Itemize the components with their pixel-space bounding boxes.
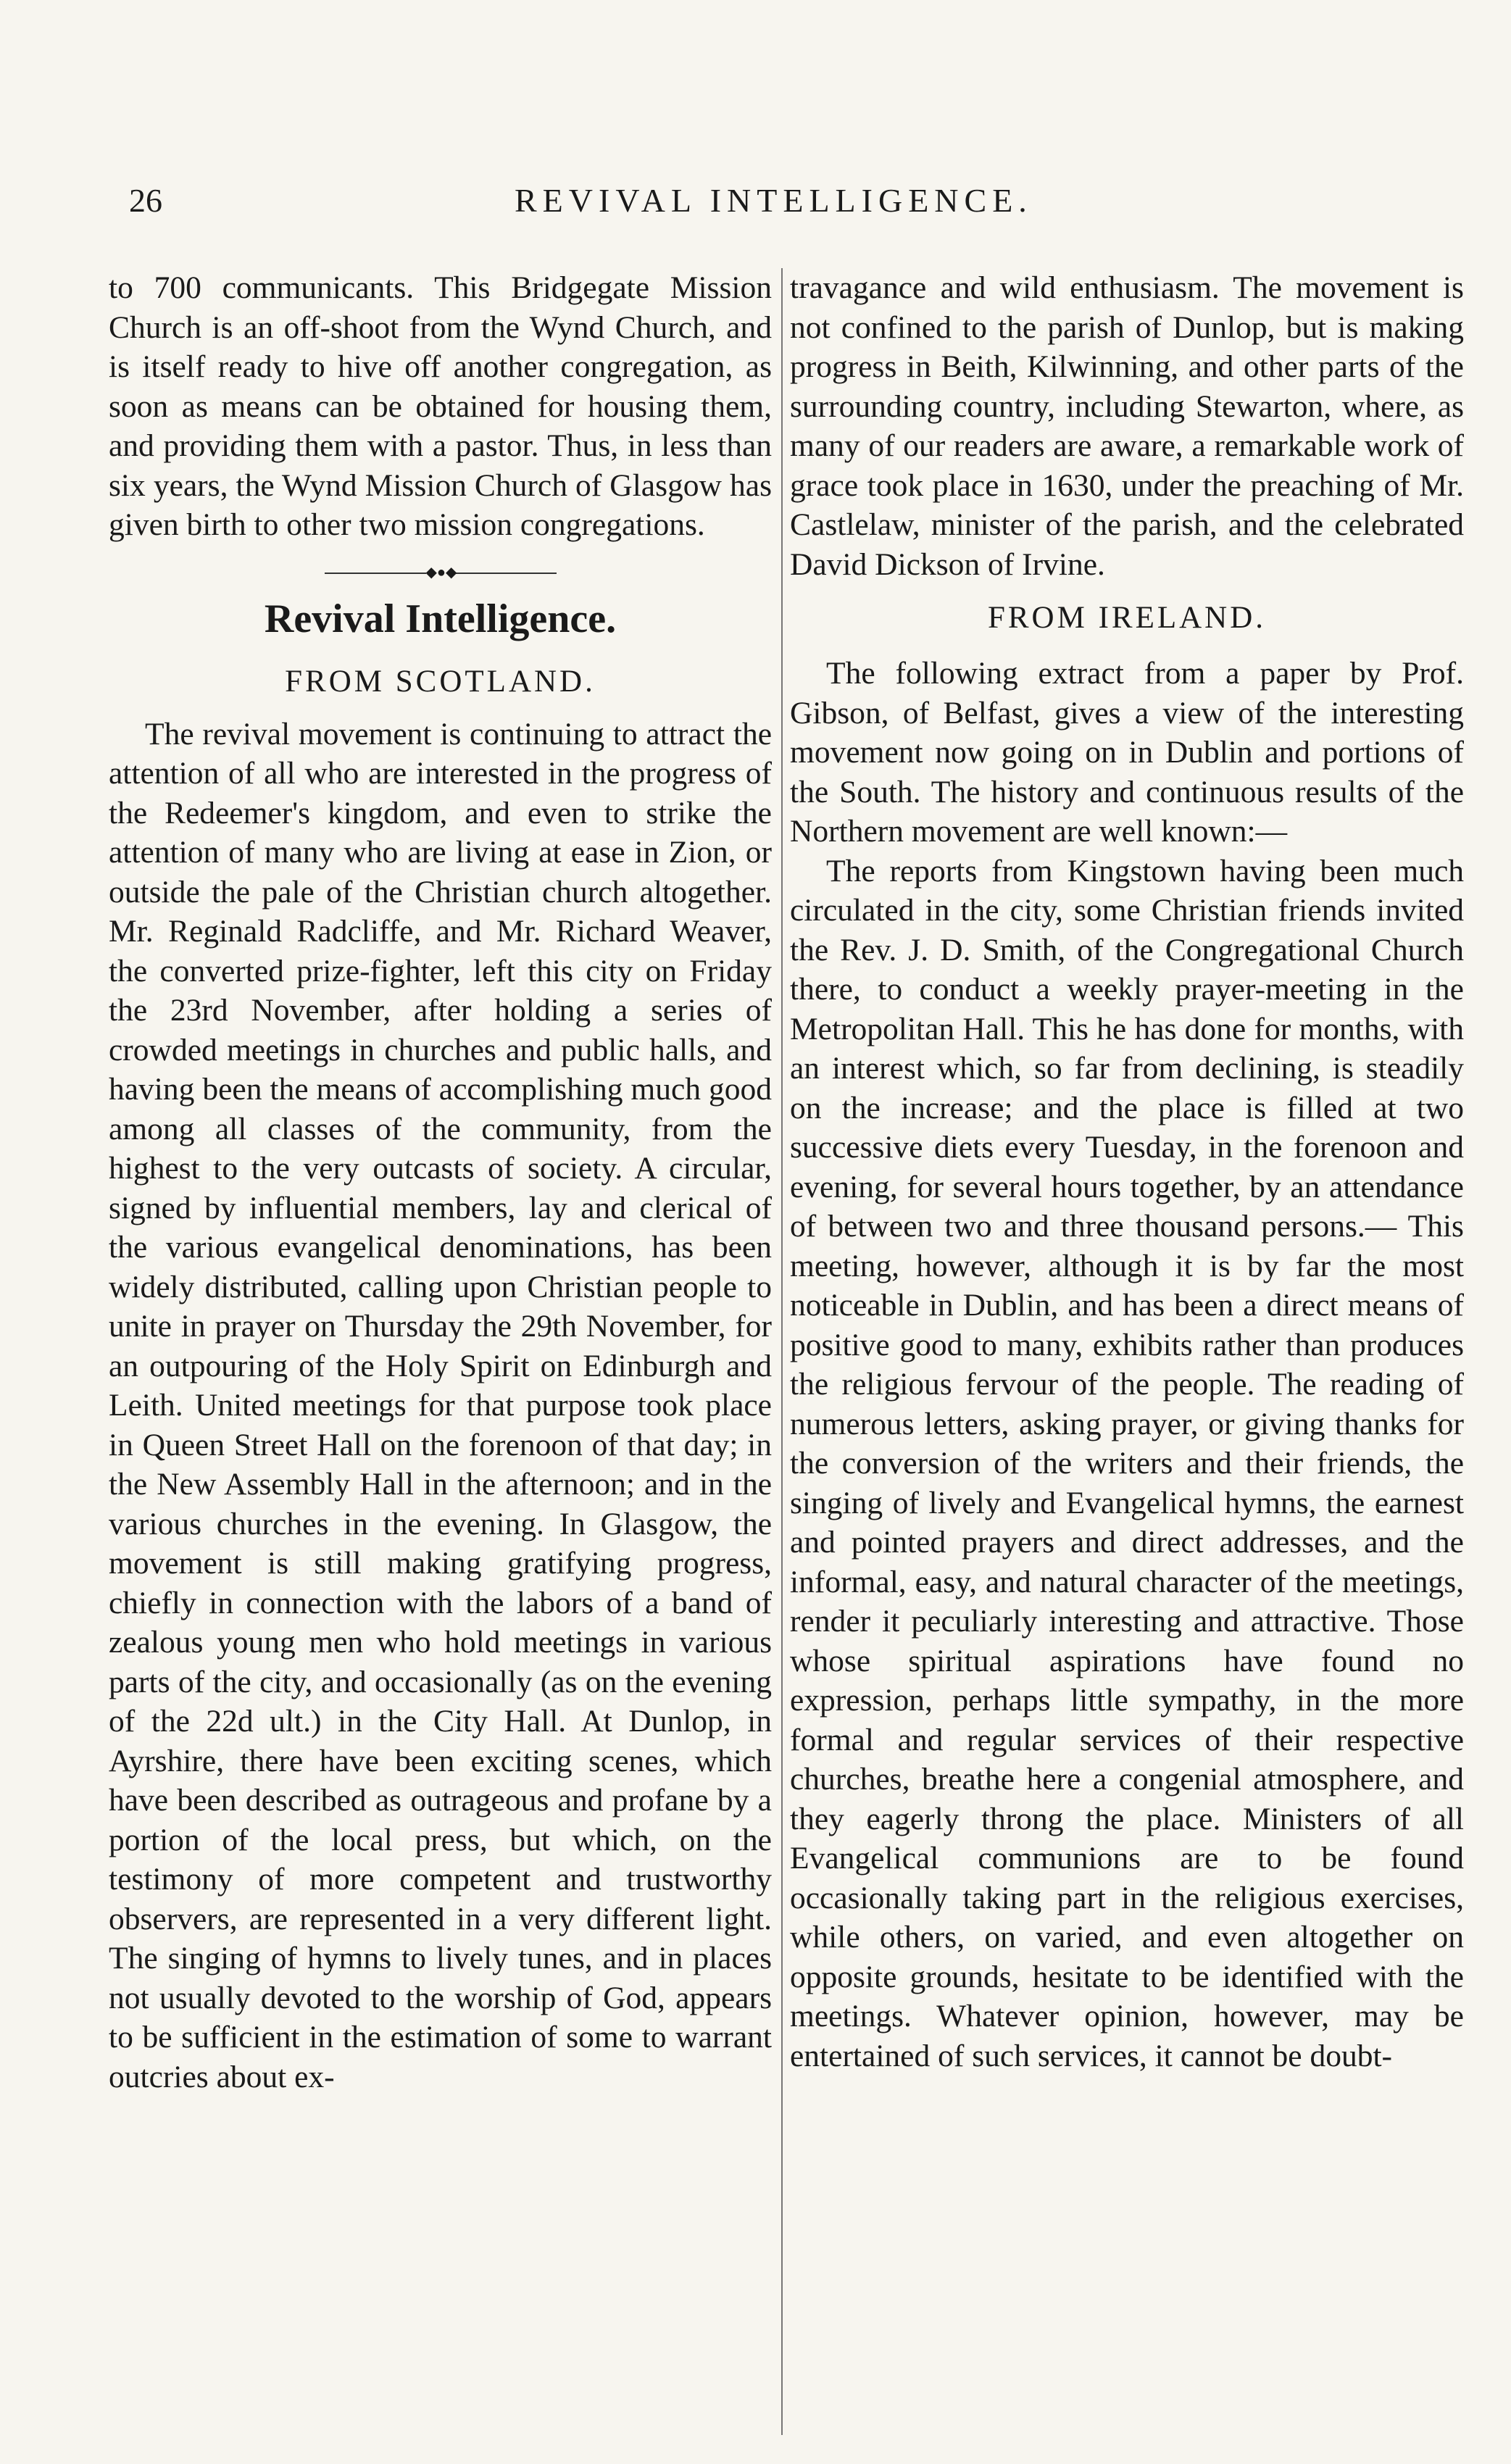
column-rule <box>781 268 783 2435</box>
page-number: 26 <box>129 182 162 219</box>
continuation-paragraph: travagance and wild enthusiasm. The movement is not confined to the parish of Dunlop, but is making progress in Beith, Kilwinning, and other parts of the surrounding country, including Stewarton, where, as many of our readers are aware, a remarkable work of grace took place in 1630, under the preaching of Mr. Castlelaw, minister of the parish, and the celebrated David Dickson of Irvine. <box>790 270 1464 582</box>
ireland-paragraph-2: The reports from Kingstown having been much circulated in the city, some Christian friends invited the Rev. J. D. Smith, of the Congregational Church there, to conduct a weekly prayer-meeting in the Metropolitan Hall. This he has done for months, with an interest which, so far from declining, is steadily on the increase; and the place is filled at two successive diets every Tuesday, in the forenoon and evening, for several hours together, by an attendance of between two and three thousand persons.— This meeting, however, although it is by far the most noticeable in Dublin, and has been a direct means of positive good to many, exhibits rather than produces the religious fervour of the people. The reading of numerous letters, asking prayer, or giving thanks for the conversion of the writers and their friends, the singing of lively and Evangelical hymns, the earnest and pointed prayers and direct addresses, and the informal, easy, and natural character of the meetings, render it peculiarly interesting and attractive. Those whose spiritual aspirations have found no expression, perhaps little sympathy, in the more formal and regular services of their respective churches, breathe here a congenial atmosphere, and they eagerly throng the place. Ministers of all Evangelical communions are to be found occasionally taking part in the religious exercises, while others, on varied, and even altogether on opposite grounds, hesitate to be identified with the meetings. Whatever opinion, however, may be entertained of such services, it cannot be doubt- <box>790 853 1464 2073</box>
ireland-paragraph-1: The following extract from a paper by Prof. Gibson, of Belfast, gives a view of the interesting movement now going on in Dublin and portions of the South. The history and continuous results of the Northern movement are well known:— <box>790 656 1464 849</box>
right-column <box>790 268 1464 2435</box>
subhead-ireland: FROM IRELAND. <box>987 601 1267 635</box>
page-header <box>109 167 1464 225</box>
left-column <box>109 268 772 2435</box>
section-title: Revival Intelligence. <box>264 596 617 641</box>
running-head: REVIVAL INTELLIGENCE. <box>515 182 1033 219</box>
scotland-paragraph: The revival movement is continuing to attract the attention of all who are interested in the progress of the Redeemer's kingdom, and even to strike the attention of many who are living at ease in Zion, or outside the pale of the Christian church altogether. Mr. Reginald Radcliffe, and Mr. Richard Weaver, the converted prize-fighter, left this city on Friday the 23rd November, after holding a series of crowded meetings in churches and public halls, and having been the means of accomplishing much good among all classes of the community, from the highest to the very outcasts of society. A circular, signed by influential members, lay and clerical of the various evangelical denominations, has been widely distributed, calling upon Christian people to unite in prayer on Thursday the 29th November, for an outpouring of the Holy Spirit on Edinburgh and Leith. United meetings for that purpose took place in Queen Street Hall on the forenoon of that day; in the New Assembly Hall in the afternoon; and in the various churches in the evening. In Glasgow, the movement is still making gratifying progress, chiefly in connection with the labors of a band of zealous young men who hold meetings in various parts of the city, and occasionally (as on the evening of the 22d ult.) in the City Hall. At Dunlop, in Ayrshire, there have been exciting scenes, which have been described as outrageous and profane by a portion of the local press, but which, on the testimony of more competent and trustworthy observers, are represented in a very different light. The singing of hymns to lively tunes, and in places not usually devoted to the worship of God, appears to be sufficient in the estimation of some to warrant outcries about ex- <box>109 716 772 2094</box>
intro-paragraph: to 700 communicants. This Bridgegate Mission Church is an off-shoot from the Wynd Church, and is itself ready to hive off another congregation, as soon as means can be obtained for housing them, and providing them with a pastor. Thus, in less than six years, the Wynd Mission Church of Glasgow has given birth to other two mission congregations. <box>109 270 772 542</box>
section-separator <box>325 564 557 580</box>
subhead-scotland: FROM SCOTLAND. <box>285 664 596 699</box>
separator-ornament: ◆●◆ <box>425 564 457 580</box>
